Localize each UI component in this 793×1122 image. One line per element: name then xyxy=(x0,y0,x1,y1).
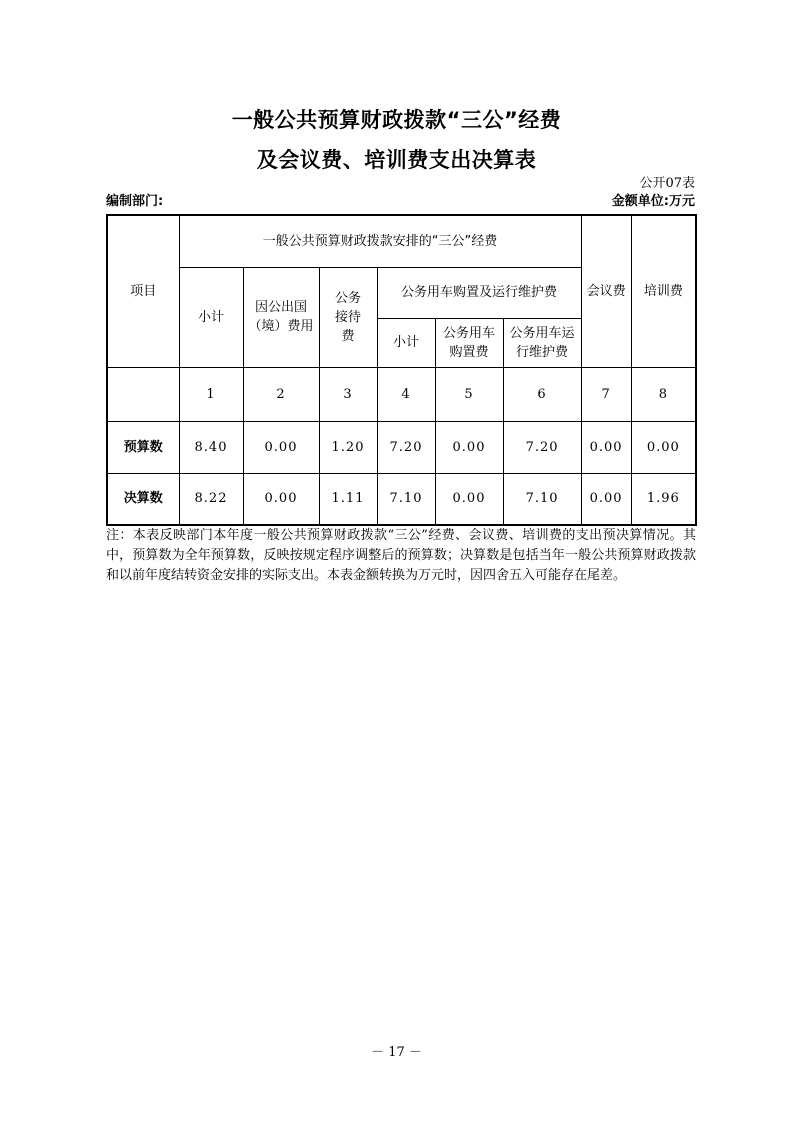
title-line-2: 及会议费、培训费支出决算表 xyxy=(256,148,537,172)
column-number: 2 xyxy=(243,367,319,421)
table-row xyxy=(107,473,696,525)
page-number: － 17 － xyxy=(371,1045,422,1060)
header-training: 培训费 xyxy=(631,215,696,367)
cell-value: 1.96 xyxy=(631,473,696,525)
cell-value: 0.00 xyxy=(435,473,503,525)
cell-value: 0.00 xyxy=(581,473,631,525)
column-number: 6 xyxy=(503,367,581,421)
column-number: 7 xyxy=(581,367,631,421)
header-meeting: 会议费 xyxy=(581,215,631,367)
column-number: 8 xyxy=(631,367,696,421)
header-item: 项目 xyxy=(107,215,179,367)
department-label: 编制部门: xyxy=(106,194,164,209)
column-number: 4 xyxy=(377,367,435,421)
form-number: 公开07表 xyxy=(639,176,695,191)
header-group-main: 一般公共预算财政拨款安排的“三公”经费 xyxy=(179,215,581,267)
header-reception: 公务接待费 xyxy=(319,267,377,367)
cell-value: 7.20 xyxy=(503,421,581,473)
row-label: 预算数 xyxy=(107,421,179,473)
header-abroad: 因公出国（境）费用 xyxy=(243,267,319,367)
cell-value: 0.00 xyxy=(435,421,503,473)
cell-value: 8.22 xyxy=(179,473,243,525)
cell-value: 1.11 xyxy=(319,473,377,525)
header-vehicle-operation: 公务用车运行维护费 xyxy=(503,318,581,367)
cell-value: 7.20 xyxy=(377,421,435,473)
header-vehicle-subtotal: 小计 xyxy=(377,318,435,367)
column-number: 5 xyxy=(435,367,503,421)
cell-value: 7.10 xyxy=(377,473,435,525)
cell-value: 0.00 xyxy=(243,421,319,473)
column-number: 3 xyxy=(319,367,377,421)
title-line-1: 一般公共预算财政拨款“三公”经费 xyxy=(231,108,562,132)
header-vehicle-group: 公务用车购置及运行维护费 xyxy=(377,267,581,318)
table-row xyxy=(107,421,696,473)
cell-value: 0.00 xyxy=(581,421,631,473)
row-label: 决算数 xyxy=(107,473,179,525)
column-number-row xyxy=(107,367,696,421)
cell-value: 0.00 xyxy=(631,421,696,473)
column-number: 1 xyxy=(179,367,243,421)
expense-table xyxy=(106,214,697,526)
table-note: 注：本表反映部门本年度一般公共预算财政拨款“三公”经费、会议费、培训费的支出预决算情况。其中，预算数为全年预算数，反映按规定程序调整后的预算数；决算数是包括当年一般公共预算财政拨款和以前年度结转资金安排的实际支出。本表金额转换为万元时，因四舍五入可能存在尾差。 xyxy=(106,528,696,583)
cell-value: 0.00 xyxy=(243,473,319,525)
cell-value: 7.10 xyxy=(503,473,581,525)
header-subtotal: 小计 xyxy=(179,267,243,367)
header-vehicle-purchase: 公务用车购置费 xyxy=(435,318,503,367)
cell-value: 1.20 xyxy=(319,421,377,473)
cell-value: 8.40 xyxy=(179,421,243,473)
unit-label: 金额单位:万元 xyxy=(611,194,695,209)
